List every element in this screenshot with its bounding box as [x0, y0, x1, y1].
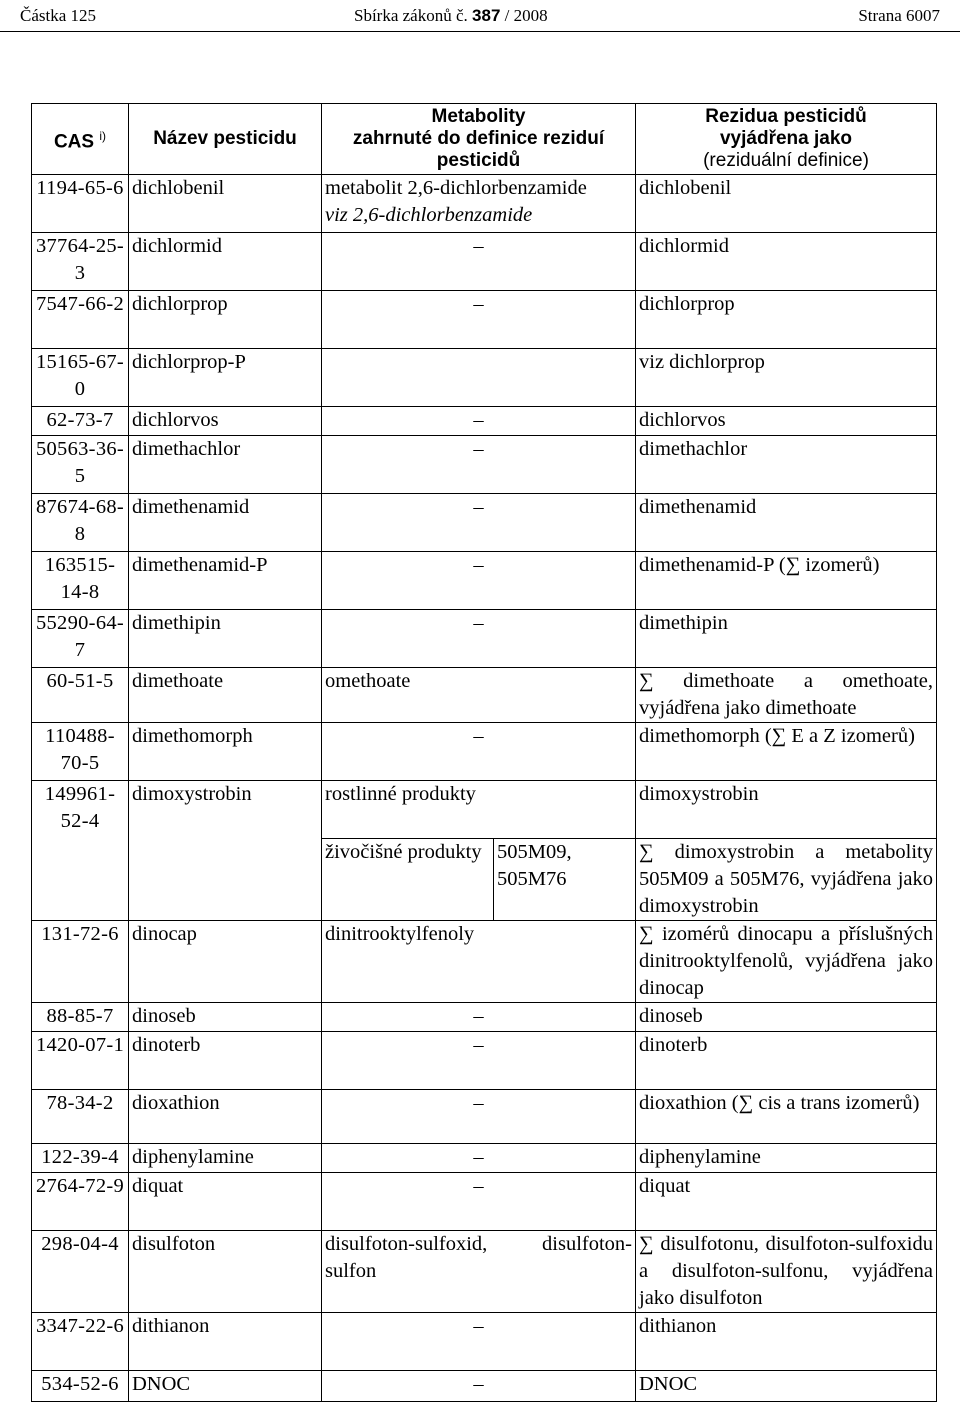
table-row — [32, 494, 937, 552]
residue-definition: dimoxystrobin — [636, 781, 937, 839]
cas-number: 87674-68-8 — [32, 494, 129, 552]
table-row — [32, 349, 937, 407]
metabolites: dinitrooktylfenoly — [322, 921, 636, 1003]
pesticide-name: dichlorvos — [129, 407, 322, 436]
metabolites-subgroup: živočišné produkty — [322, 839, 494, 921]
residue-definition: dioxathion (∑ cis a trans izomerů) — [636, 1090, 937, 1144]
residue-definition: dinoterb — [636, 1032, 937, 1090]
cas-number: 2764-72-9 — [32, 1173, 129, 1231]
table-row — [32, 1144, 937, 1173]
residue-definition: dimethipin — [636, 610, 937, 668]
residue-definition: dichlobenil — [636, 175, 937, 233]
metabolites: – — [322, 1313, 636, 1371]
metabolites: – — [322, 1371, 636, 1402]
table-row — [32, 723, 937, 781]
pesticide-name: dimethenamid-P — [129, 552, 322, 610]
metabolites: – — [322, 1090, 636, 1144]
cas-number: 1194-65-6 — [32, 175, 129, 233]
collection-prefix: Sbírka zákonů č. — [354, 6, 468, 25]
cas-number: 78-34-2 — [32, 1090, 129, 1144]
metabolites: – — [322, 233, 636, 291]
metabolites-text: metabolit 2,6-dichlorbenzamide — [325, 177, 587, 199]
residue-definition: dithianon — [636, 1313, 937, 1371]
residue-definition: viz dichlorprop — [636, 349, 937, 407]
pesticide-name: dinocap — [129, 921, 322, 1003]
pesticide-name: dioxathion — [129, 1090, 322, 1144]
cas-number: 149961-52-4 — [32, 781, 129, 921]
cas-number: 88-85-7 — [32, 1003, 129, 1032]
header-name: Název pesticidu — [129, 104, 322, 175]
residue-definition: dichlorvos — [636, 407, 937, 436]
cas-number: 55290-64-7 — [32, 610, 129, 668]
header-metabolites: Metabolity zahrnuté do definice reziduí pesticidů — [322, 104, 636, 175]
residue-definition: diphenylamine — [636, 1144, 937, 1173]
pesticide-name: diphenylamine — [129, 1144, 322, 1173]
residue-definition: ∑ izomérů dinocapu a příslušných dinitrooktylfenolů, vyjádřena jako dinocap — [636, 921, 937, 1003]
pesticide-name: dimethomorph — [129, 723, 322, 781]
table-row — [32, 781, 937, 839]
cas-number: 534-52-6 — [32, 1371, 129, 1402]
metabolites: – — [322, 1032, 636, 1090]
pesticide-name: dichlorprop-P — [129, 349, 322, 407]
pesticide-table — [31, 103, 937, 1402]
pesticide-name: dimethipin — [129, 610, 322, 668]
residue-definition: dimethenamid-P (∑ izomerů) — [636, 552, 937, 610]
cas-number: 50563-36-5 — [32, 436, 129, 494]
page-number: Strana 6007 — [858, 6, 940, 25]
residue-definition: dinoseb — [636, 1003, 937, 1032]
metabolites — [322, 175, 636, 233]
table-row — [32, 552, 937, 610]
cas-number: 163515-14-8 — [32, 552, 129, 610]
metabolites: – — [322, 723, 636, 781]
metabolites: rostlinné produkty — [322, 781, 636, 839]
residue-definition: ∑ disulfotonu, disulfoton-sulfoxidu a disulfoton-sulfonu, vyjádřena jako disulfoton — [636, 1231, 937, 1313]
pesticide-name: dichlorprop — [129, 291, 322, 349]
metabolites: – — [322, 552, 636, 610]
table-row — [32, 610, 937, 668]
pesticide-name: dinoterb — [129, 1032, 322, 1090]
metabolites — [322, 349, 636, 407]
residue-definition: dimethomorph (∑ E a Z izomerů) — [636, 723, 937, 781]
residue-definition: ∑ dimoxystrobin a metabolity 505M09 a 505M76, vyjádřena jako dimoxystrobin — [636, 839, 937, 921]
cas-number: 37764-25-3 — [32, 233, 129, 291]
metabolites: disulfoton-sulfoxid, disulfoton-sulfon — [322, 1231, 636, 1313]
pesticide-name: disulfoton — [129, 1231, 322, 1313]
cas-number: 3347-22-6 — [32, 1313, 129, 1371]
table-header-row — [32, 104, 937, 175]
cas-number: 131-72-6 — [32, 921, 129, 1003]
residue-definition: dichlorprop — [636, 291, 937, 349]
table-row — [32, 407, 937, 436]
residue-definition: dichlormid — [636, 233, 937, 291]
metabolites: – — [322, 1173, 636, 1231]
table-row — [32, 436, 937, 494]
table-row — [32, 291, 937, 349]
residue-definition: dimethenamid — [636, 494, 937, 552]
metabolites: – — [322, 610, 636, 668]
cas-number: 1420-07-1 — [32, 1032, 129, 1090]
cas-number: 122-39-4 — [32, 1144, 129, 1173]
cas-number: 62-73-7 — [32, 407, 129, 436]
collection-year: / 2008 — [504, 6, 548, 25]
table-row — [32, 1003, 937, 1032]
pesticide-name: dithianon — [129, 1313, 322, 1371]
cas-number: 60-51-5 — [32, 668, 129, 723]
cas-number: 298-04-4 — [32, 1231, 129, 1313]
table-row — [32, 1090, 937, 1144]
table-row — [32, 1231, 937, 1313]
cas-number: 7547-66-2 — [32, 291, 129, 349]
pesticide-name: diquat — [129, 1173, 322, 1231]
residue-definition: ∑ dimethoate a omethoate, vyjádřena jako dimethoate — [636, 668, 937, 723]
pesticide-name: dichlormid — [129, 233, 322, 291]
table-row — [32, 233, 937, 291]
issue-number: Částka 125 — [20, 6, 97, 25]
law-number: 387 — [472, 6, 501, 25]
metabolites-codes: 505M09, 505M76 — [494, 839, 636, 921]
header-residue: Rezidua pesticidů vyjádřena jako (reziduální definice) — [636, 104, 937, 175]
cas-number: 15165-67-0 — [32, 349, 129, 407]
table-row — [32, 1032, 937, 1090]
residue-definition: diquat — [636, 1173, 937, 1231]
metabolites: – — [322, 1144, 636, 1173]
table-row — [32, 1313, 937, 1371]
pesticide-name: dinoseb — [129, 1003, 322, 1032]
metabolites: – — [322, 436, 636, 494]
table-row — [32, 668, 937, 723]
pesticide-name: dimethoate — [129, 668, 322, 723]
pesticide-name: dimoxystrobin — [129, 781, 322, 921]
metabolites-note: viz 2,6-dichlorbenzamide — [325, 204, 533, 226]
metabolites: – — [322, 1003, 636, 1032]
table-row — [32, 1173, 937, 1231]
metabolites: omethoate — [322, 668, 636, 723]
metabolites: – — [322, 494, 636, 552]
collection-title — [354, 6, 548, 26]
cas-number: 110488-70-5 — [32, 723, 129, 781]
metabolites: – — [322, 407, 636, 436]
header-cas: CAS $^{i)}$ — [32, 104, 129, 175]
pesticide-name: DNOC — [129, 1371, 322, 1402]
table-row — [32, 175, 937, 233]
pesticide-name: dichlobenil — [129, 175, 322, 233]
table-row — [32, 1371, 937, 1402]
table-row — [32, 921, 937, 1003]
residue-definition: DNOC — [636, 1371, 937, 1402]
metabolites: – — [322, 291, 636, 349]
page-header — [0, 0, 960, 32]
pesticide-name: dimethenamid — [129, 494, 322, 552]
residue-definition: dimethachlor — [636, 436, 937, 494]
pesticide-name: dimethachlor — [129, 436, 322, 494]
